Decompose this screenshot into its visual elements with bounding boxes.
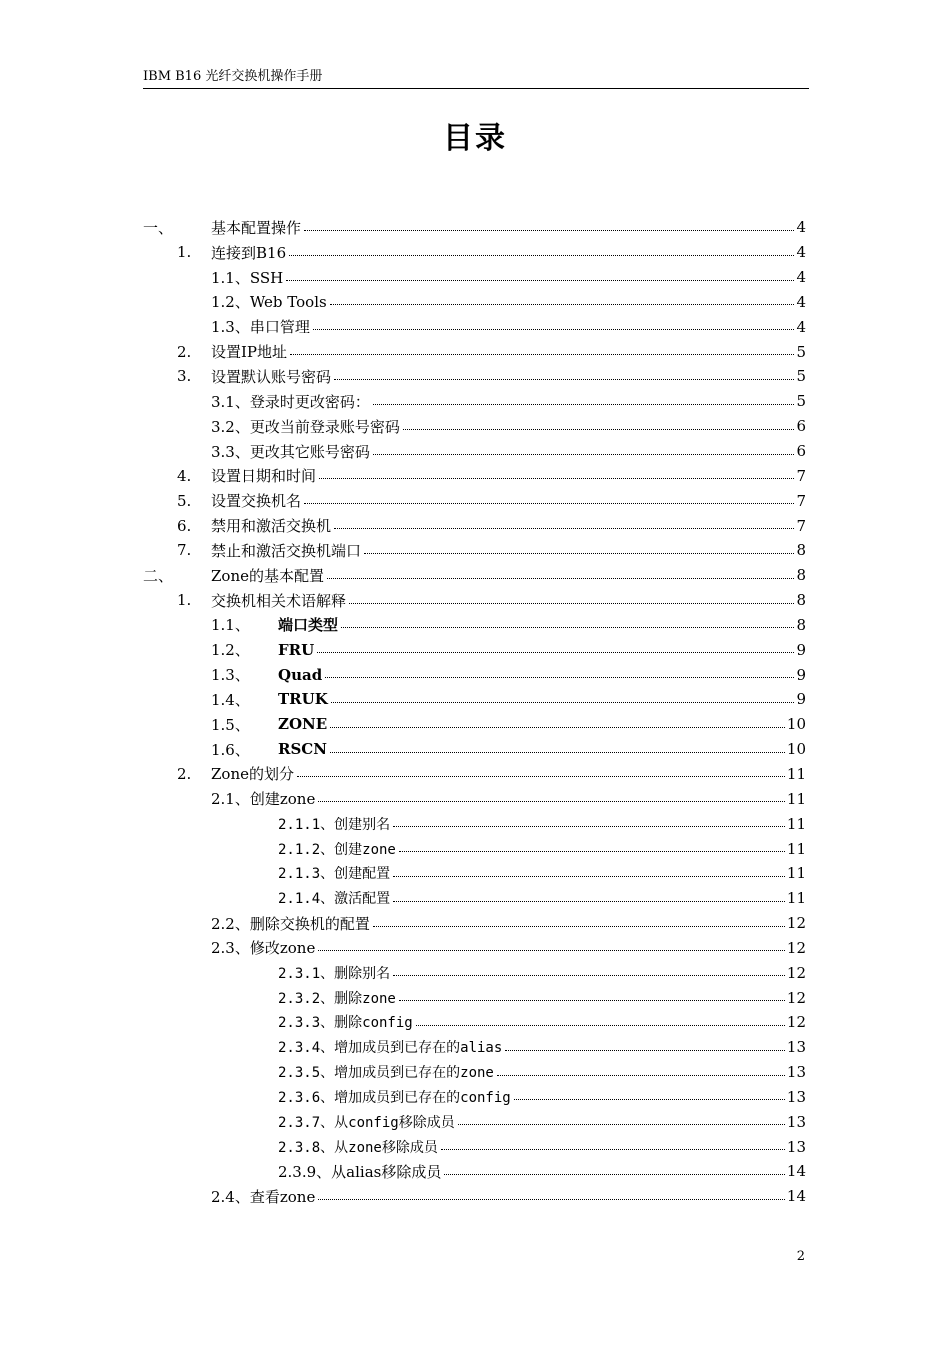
toc-entry[interactable]	[143, 1035, 806, 1060]
toc-dot-leader	[334, 528, 794, 529]
toc-dot-leader	[505, 1050, 785, 1051]
toc-dot-leader	[318, 801, 785, 802]
toc-entry-title: 2.3.7、从config移除成员	[278, 1114, 455, 1131]
toc-entry-number: 一、	[143, 218, 174, 237]
toc-entry[interactable]	[143, 364, 806, 389]
toc-entry-number: 6.	[177, 516, 192, 535]
toc-dot-leader	[313, 329, 794, 330]
toc-entry[interactable]	[143, 1184, 806, 1209]
toc-dot-leader	[393, 901, 785, 902]
toc-entry[interactable]	[143, 662, 806, 687]
toc-entry-page: 5	[796, 392, 806, 411]
toc-entry[interactable]	[143, 538, 806, 563]
toc-entry[interactable]	[143, 1060, 806, 1085]
toc-entry[interactable]	[143, 290, 806, 315]
toc-dot-leader	[331, 702, 794, 703]
toc-entry-title: 2.1.1、创建别名	[278, 816, 391, 833]
toc-entry-number: 1.5、	[211, 715, 250, 734]
toc-entry-title: 1.2、Web Tools	[211, 293, 327, 312]
toc-entry-page: 8	[796, 566, 806, 585]
toc-entry-page: 6	[796, 442, 806, 461]
toc-entry-title: ZONE	[278, 715, 328, 734]
toc-entry[interactable]	[143, 588, 806, 613]
toc-entry-page: 11	[786, 889, 806, 908]
toc-entry-number: 7.	[177, 541, 192, 560]
toc-entry-title: 设置日期和时间	[211, 467, 317, 486]
toc-entry[interactable]	[143, 1109, 806, 1134]
toc-dot-leader	[327, 578, 794, 579]
toc-entry-page: 9	[796, 690, 806, 709]
toc-entry-title: 3.3、更改其它账号密码	[211, 442, 370, 461]
toc-entry-title: 2.3.6、增加成员到已存在的config	[278, 1089, 511, 1106]
page-header: IBM B16 光纤交换机操作手册	[143, 69, 809, 89]
toc-entry-title: 2.1、创建zone	[211, 790, 316, 809]
toc-entry-number: 1.4、	[211, 690, 250, 709]
toc-entry[interactable]	[143, 215, 806, 240]
toc-entry-title: 2.4、查看zone	[211, 1187, 316, 1206]
toc-entry[interactable]	[143, 613, 806, 638]
toc-entry-page: 9	[796, 640, 806, 659]
toc-entry-title: 2.3.2、删除zone	[278, 990, 396, 1007]
toc-entry-title: 禁用和激活交换机	[211, 517, 332, 536]
toc-dot-leader	[286, 280, 794, 281]
toc-entry-title: 1.3、串口管理	[211, 318, 310, 337]
toc-entry-page: 13	[786, 1112, 806, 1131]
toc-entry-page: 12	[786, 1013, 806, 1032]
toc-dot-leader	[373, 926, 785, 927]
toc-entry-number: 二、	[143, 566, 174, 585]
toc-entry-title: 2.3.1、删除别名	[278, 965, 391, 982]
toc-dot-leader	[297, 776, 785, 777]
toc-entry[interactable]	[143, 836, 806, 861]
toc-entry-page: 4	[796, 268, 806, 287]
toc-entry-title: RSCN	[278, 740, 327, 759]
toc-entry-title: 2.1.3、创建配置	[278, 866, 391, 883]
toc-entry-title: Quad	[278, 665, 323, 684]
table-of-contents	[143, 215, 806, 1209]
toc-dot-leader	[325, 677, 794, 678]
toc-dot-leader	[349, 603, 794, 604]
toc-entry-page: 4	[796, 243, 806, 262]
toc-entry-page: 12	[786, 988, 806, 1007]
toc-dot-leader	[317, 652, 794, 653]
toc-entry-number: 2.	[177, 342, 192, 361]
toc-entry-title: Zone的划分	[211, 765, 294, 784]
toc-entry-page: 11	[786, 814, 806, 833]
toc-entry-title: FRU	[278, 640, 315, 659]
toc-entry-title: 设置交换机名	[211, 492, 302, 511]
toc-entry-number: 5.	[177, 491, 192, 510]
toc-entry-title: TRUK	[278, 690, 328, 709]
toc-entry[interactable]	[143, 265, 806, 290]
page-number: 2	[796, 1249, 805, 1264]
toc-entry-page: 9	[796, 665, 806, 684]
toc-entry[interactable]	[143, 985, 806, 1010]
toc-entry-number: 2.	[177, 764, 192, 783]
toc-entry-title: 连接到B16	[211, 243, 287, 262]
toc-entry-page: 5	[796, 342, 806, 361]
toc-entry-title: 交换机相关术语解释	[211, 591, 347, 610]
toc-entry-page: 4	[796, 292, 806, 311]
toc-dot-leader	[403, 429, 794, 430]
toc-entry[interactable]	[143, 861, 806, 886]
toc-dot-leader	[318, 950, 785, 951]
toc-dot-leader	[330, 304, 794, 305]
toc-dot-leader	[497, 1075, 785, 1076]
toc-entry[interactable]	[143, 886, 806, 911]
toc-entry[interactable]	[143, 463, 806, 488]
toc-entry-number: 1.3、	[211, 666, 250, 685]
toc-entry-title: 基本配置操作	[211, 218, 302, 237]
toc-entry-title: 3.1、登录时更改密码：	[211, 392, 370, 411]
toc-dot-leader	[289, 255, 794, 256]
toc-entry-page: 5	[796, 367, 806, 386]
toc-entry-page: 4	[796, 218, 806, 237]
toc-entry-page: 4	[796, 317, 806, 336]
toc-entry[interactable]	[143, 339, 806, 364]
toc-entry-page: 12	[786, 938, 806, 957]
toc-entry[interactable]	[143, 240, 806, 265]
toc-entry-title: 2.3.3、删除config	[278, 1015, 413, 1032]
toc-dot-leader	[441, 1149, 785, 1150]
toc-dot-leader	[304, 503, 794, 504]
toc-entry-page: 13	[786, 1087, 806, 1106]
toc-dot-leader	[399, 851, 785, 852]
page-title: 目录	[443, 121, 507, 156]
toc-entry[interactable]	[143, 513, 806, 538]
toc-entry[interactable]	[143, 1134, 806, 1159]
toc-entry-page: 13	[786, 1038, 806, 1057]
toc-dot-leader	[334, 379, 794, 380]
toc-entry-page: 12	[786, 914, 806, 933]
toc-entry-number: 1.2、	[211, 641, 250, 660]
toc-entry-number: 4.	[177, 466, 192, 485]
toc-dot-leader	[364, 553, 794, 554]
toc-entry-page: 7	[796, 516, 806, 535]
toc-dot-leader	[330, 727, 785, 728]
toc-dot-leader	[393, 975, 785, 976]
toc-dot-leader	[304, 230, 794, 231]
toc-dot-leader	[341, 627, 794, 628]
toc-dot-leader	[330, 752, 785, 753]
toc-entry[interactable]	[143, 439, 806, 464]
toc-entry[interactable]	[143, 414, 806, 439]
toc-entry[interactable]	[143, 786, 806, 811]
toc-dot-leader	[393, 876, 785, 877]
toc-entry-title: 2.1.4、激活配置	[278, 891, 391, 908]
toc-entry[interactable]	[143, 1085, 806, 1110]
toc-entry-number: 1.6、	[211, 740, 250, 759]
toc-dot-leader	[458, 1124, 785, 1125]
toc-entry-page: 11	[786, 864, 806, 883]
toc-entry[interactable]	[143, 762, 806, 787]
toc-entry-title: Zone的基本配置	[211, 566, 324, 585]
toc-entry-number: 1.1、	[211, 616, 250, 635]
toc-dot-leader	[514, 1099, 785, 1100]
toc-entry-title: 2.3.8、从zone移除成员	[278, 1139, 438, 1156]
toc-entry-title: 2.3.9、从alias移除成员	[278, 1162, 442, 1181]
toc-entry-title: 设置默认账号密码	[211, 367, 332, 386]
toc-entry-page: 14	[786, 1162, 806, 1181]
toc-dot-leader	[290, 354, 794, 355]
toc-entry-page: 8	[796, 591, 806, 610]
toc-entry[interactable]	[143, 314, 806, 339]
toc-entry-page: 8	[796, 615, 806, 634]
toc-entry-page: 13	[786, 1137, 806, 1156]
toc-dot-leader	[373, 454, 794, 455]
toc-entry-page: 7	[796, 491, 806, 510]
toc-entry[interactable]	[143, 488, 806, 513]
toc-entry-title: 2.3、修改zone	[211, 939, 316, 958]
toc-entry-page: 10	[786, 740, 806, 759]
toc-entry-page: 6	[796, 417, 806, 436]
toc-entry-number: 1.	[177, 243, 192, 262]
toc-dot-leader	[416, 1025, 785, 1026]
toc-dot-leader	[319, 478, 794, 479]
toc-entry[interactable]	[143, 563, 806, 588]
toc-entry[interactable]	[143, 960, 806, 985]
toc-entry[interactable]	[143, 911, 806, 936]
toc-entry-title: 1.1、SSH	[211, 268, 284, 287]
toc-entry-title: 2.2、删除交换机的配置	[211, 914, 370, 933]
toc-entry[interactable]	[143, 935, 806, 960]
toc-entry[interactable]	[143, 712, 806, 737]
toc-dot-leader	[399, 1000, 785, 1001]
toc-dot-leader	[318, 1199, 785, 1200]
toc-entry-title: 3.2、更改当前登录账号密码	[211, 417, 400, 436]
toc-entry-title: 设置IP地址	[211, 343, 288, 362]
toc-entry[interactable]	[143, 389, 806, 414]
toc-dot-leader	[444, 1174, 785, 1175]
toc-entry-title: 2.3.4、增加成员到已存在的alias	[278, 1040, 503, 1057]
toc-entry-page: 11	[786, 789, 806, 808]
toc-entry-title: 2.3.5、增加成员到已存在的zone	[278, 1065, 494, 1082]
toc-dot-leader	[393, 826, 785, 827]
toc-entry-page: 13	[786, 1063, 806, 1082]
toc-entry[interactable]	[143, 737, 806, 762]
toc-entry-page: 7	[796, 466, 806, 485]
toc-dot-leader	[373, 404, 794, 405]
toc-entry[interactable]	[143, 811, 806, 836]
toc-entry[interactable]	[143, 1010, 806, 1035]
toc-entry-title: 2.1.2、创建zone	[278, 841, 396, 858]
toc-entry-page: 11	[786, 839, 806, 858]
toc-entry-page: 10	[786, 715, 806, 734]
toc-entry-number: 1.	[177, 591, 192, 610]
toc-entry-page: 8	[796, 541, 806, 560]
toc-entry-number: 3.	[177, 367, 192, 386]
toc-entry-page: 14	[786, 1187, 806, 1206]
toc-entry-title: 端口类型	[278, 616, 339, 635]
toc-entry[interactable]	[143, 687, 806, 712]
toc-entry[interactable]	[143, 637, 806, 662]
toc-entry-page: 12	[786, 963, 806, 982]
toc-entry-page: 11	[786, 764, 806, 783]
toc-entry[interactable]	[143, 1159, 806, 1184]
toc-entry-title: 禁止和激活交换机端口	[211, 541, 362, 560]
